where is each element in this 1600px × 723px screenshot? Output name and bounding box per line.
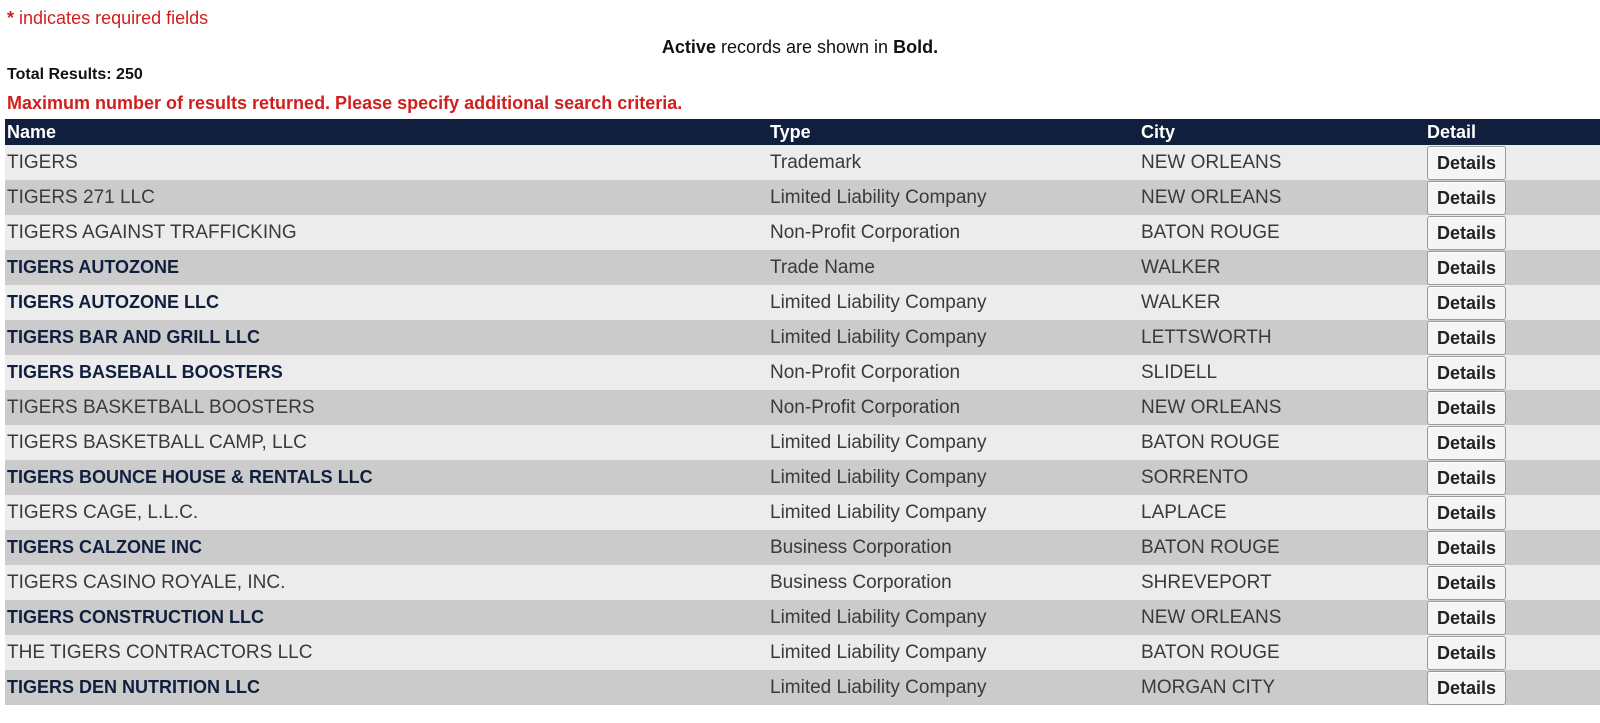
row-city: BATON ROUGE: [1139, 530, 1425, 565]
details-button[interactable]: Details: [1427, 636, 1506, 670]
details-button[interactable]: Details: [1427, 496, 1506, 530]
table-row: [5, 635, 1600, 670]
row-type: Non-Profit Corporation: [768, 215, 1139, 250]
table-row: [5, 215, 1600, 250]
row-detail-cell: [1425, 425, 1600, 460]
row-name: TIGERS 271 LLC: [5, 180, 768, 215]
row-name: TIGERS CASINO ROYALE, INC.: [5, 565, 768, 600]
row-type: Limited Liability Company: [768, 320, 1139, 355]
row-city: LAPLACE: [1139, 495, 1425, 530]
table-row: [5, 355, 1600, 390]
row-detail-cell: [1425, 460, 1600, 495]
row-type: Limited Liability Company: [768, 180, 1139, 215]
column-header-name: Name: [5, 119, 768, 145]
row-detail-cell: [1425, 635, 1600, 670]
row-detail-cell: [1425, 565, 1600, 600]
details-button[interactable]: Details: [1427, 321, 1506, 355]
row-name: TIGERS BASEBALL BOOSTERS: [5, 355, 768, 390]
details-button[interactable]: Details: [1427, 251, 1506, 285]
max-results-warning: Maximum number of results returned. Please specify additional search criteria.: [7, 93, 683, 113]
row-detail-cell: [1425, 390, 1600, 425]
row-type: Business Corporation: [768, 565, 1139, 600]
row-city: NEW ORLEANS: [1139, 390, 1425, 425]
results-table: [5, 119, 1600, 705]
table-row: [5, 670, 1600, 705]
row-type: Trademark: [768, 145, 1139, 180]
table-row: [5, 530, 1600, 565]
row-type: Limited Liability Company: [768, 670, 1139, 705]
required-fields-text: indicates required fields: [19, 8, 209, 28]
row-detail-cell: [1425, 530, 1600, 565]
row-detail-cell: [1425, 250, 1600, 285]
row-name: TIGERS AUTOZONE LLC: [5, 285, 768, 320]
table-row: [5, 425, 1600, 460]
column-header-type: Type: [768, 119, 1139, 145]
row-detail-cell: [1425, 180, 1600, 215]
details-button[interactable]: Details: [1427, 356, 1506, 390]
table-row: [5, 565, 1600, 600]
table-row: [5, 390, 1600, 425]
details-button[interactable]: Details: [1427, 391, 1506, 425]
row-name: TIGERS BASKETBALL CAMP, LLC: [5, 425, 768, 460]
active-records-note: [0, 37, 1600, 58]
row-detail-cell: [1425, 600, 1600, 635]
required-fields-note: [7, 8, 208, 29]
active-note-text: records are shown in: [720, 37, 889, 57]
row-city: NEW ORLEANS: [1139, 600, 1425, 635]
details-button[interactable]: Details: [1427, 181, 1506, 215]
details-button[interactable]: Details: [1427, 286, 1506, 320]
column-header-city: City: [1139, 119, 1425, 145]
row-city: BATON ROUGE: [1139, 635, 1425, 670]
table-row: [5, 600, 1600, 635]
required-star: *: [7, 8, 15, 28]
table-row: [5, 285, 1600, 320]
table-row: [5, 180, 1600, 215]
row-name: TIGERS DEN NUTRITION LLC: [5, 670, 768, 705]
row-name: TIGERS: [5, 145, 768, 180]
details-button[interactable]: Details: [1427, 461, 1506, 495]
row-city: NEW ORLEANS: [1139, 145, 1425, 180]
row-city: NEW ORLEANS: [1139, 180, 1425, 215]
row-type: Business Corporation: [768, 530, 1139, 565]
row-city: SHREVEPORT: [1139, 565, 1425, 600]
row-type: Limited Liability Company: [768, 425, 1139, 460]
row-type: Non-Profit Corporation: [768, 390, 1139, 425]
table-header-row: [5, 119, 1600, 145]
row-detail-cell: [1425, 355, 1600, 390]
row-name: TIGERS BASKETBALL BOOSTERS: [5, 390, 768, 425]
details-button[interactable]: Details: [1427, 146, 1506, 180]
row-type: Limited Liability Company: [768, 495, 1139, 530]
column-header-detail: Detail: [1425, 119, 1600, 145]
row-city: MORGAN CITY: [1139, 670, 1425, 705]
row-detail-cell: [1425, 320, 1600, 355]
row-name: TIGERS CAGE, L.L.C.: [5, 495, 768, 530]
row-city: WALKER: [1139, 285, 1425, 320]
table-row: [5, 250, 1600, 285]
row-name: TIGERS CONSTRUCTION LLC: [5, 600, 768, 635]
details-button[interactable]: Details: [1427, 216, 1506, 250]
details-button[interactable]: Details: [1427, 426, 1506, 460]
details-button[interactable]: Details: [1427, 601, 1506, 635]
row-name: TIGERS AGAINST TRAFFICKING: [5, 215, 768, 250]
row-name: THE TIGERS CONTRACTORS LLC: [5, 635, 768, 670]
row-type: Limited Liability Company: [768, 600, 1139, 635]
total-results: Total Results: 250: [7, 66, 143, 83]
row-name: TIGERS AUTOZONE: [5, 250, 768, 285]
details-button[interactable]: Details: [1427, 671, 1506, 705]
row-type: Non-Profit Corporation: [768, 355, 1139, 390]
row-type: Trade Name: [768, 250, 1139, 285]
active-word: Active: [661, 37, 716, 57]
row-detail-cell: [1425, 145, 1600, 180]
bold-word: Bold.: [893, 37, 939, 57]
row-city: LETTSWORTH: [1139, 320, 1425, 355]
row-detail-cell: [1425, 495, 1600, 530]
details-button[interactable]: Details: [1427, 531, 1506, 565]
row-detail-cell: [1425, 670, 1600, 705]
row-detail-cell: [1425, 215, 1600, 250]
row-city: BATON ROUGE: [1139, 425, 1425, 460]
row-city: BATON ROUGE: [1139, 215, 1425, 250]
row-name: TIGERS BOUNCE HOUSE & RENTALS LLC: [5, 460, 768, 495]
row-type: Limited Liability Company: [768, 460, 1139, 495]
row-name: TIGERS CALZONE INC: [5, 530, 768, 565]
row-detail-cell: [1425, 285, 1600, 320]
row-type: Limited Liability Company: [768, 285, 1139, 320]
table-row: [5, 460, 1600, 495]
table-row: [5, 145, 1600, 180]
table-row: [5, 495, 1600, 530]
details-button[interactable]: Details: [1427, 566, 1506, 600]
table-row: [5, 320, 1600, 355]
row-name: TIGERS BAR AND GRILL LLC: [5, 320, 768, 355]
row-city: SORRENTO: [1139, 460, 1425, 495]
results-body: [5, 145, 1600, 705]
row-type: Limited Liability Company: [768, 635, 1139, 670]
row-city: WALKER: [1139, 250, 1425, 285]
row-city: SLIDELL: [1139, 355, 1425, 390]
